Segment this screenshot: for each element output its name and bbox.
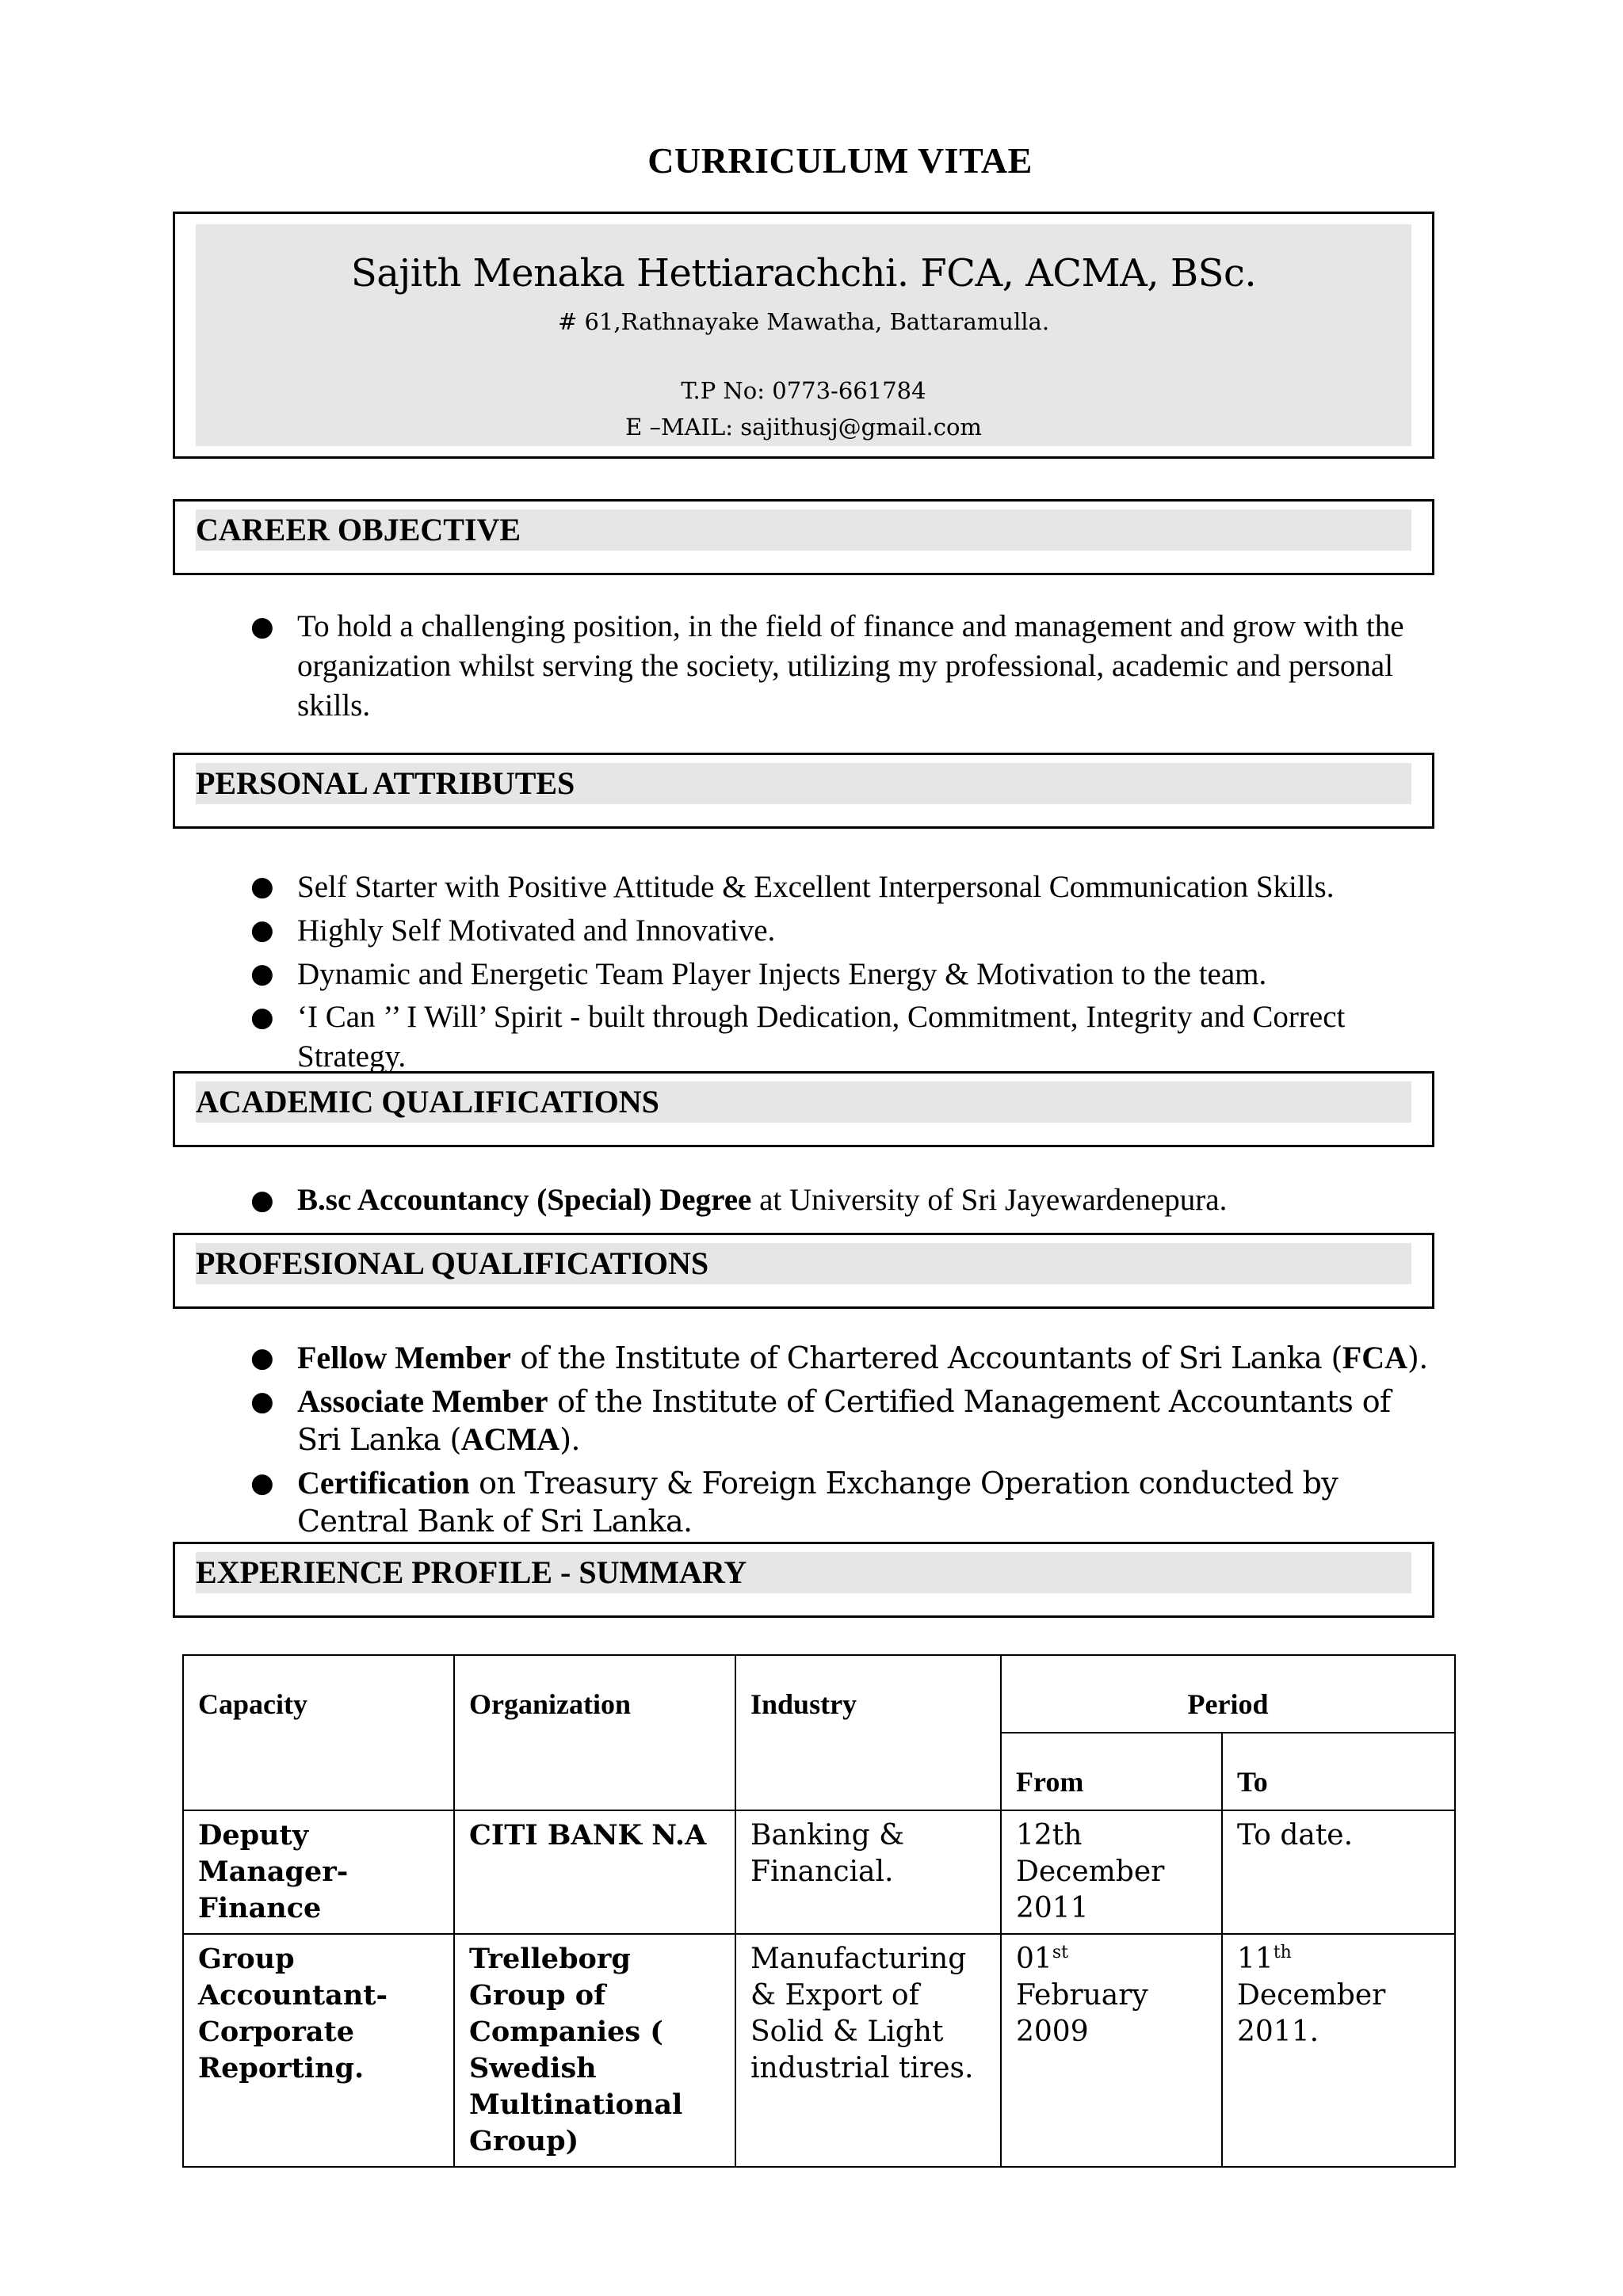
membership-title: Fellow Member bbox=[297, 1340, 511, 1375]
designation-abbr: FCA bbox=[1342, 1340, 1408, 1375]
section-experience-profile bbox=[173, 1542, 1434, 1618]
list-item bbox=[0, 1383, 1438, 1459]
cell-organization: Trelleborg Group of Companies ( Swedish Multinational Group) bbox=[454, 1934, 735, 2167]
list-item bbox=[0, 954, 1438, 994]
bullet-icon: ● bbox=[250, 1001, 274, 1033]
experience-table bbox=[182, 1654, 1456, 2168]
list-item-text: ‘I Can ’’ I Will’ Spirit - built through Dedication, Commitment, Integrity and Correct Strategy. bbox=[297, 1000, 1346, 1074]
column-header-organization: Organization bbox=[454, 1655, 735, 1810]
column-header-industry: Industry bbox=[735, 1655, 1001, 1810]
candidate-name: Sajith Menaka Hettiarachchi. FCA, ACMA, BSc. bbox=[350, 251, 1257, 296]
bullet-icon: ● bbox=[250, 1386, 274, 1417]
list-item-text: Dynamic and Energetic Team Player Injects Energy & Motivation to the team. bbox=[297, 957, 1267, 991]
cell-to: To date. bbox=[1222, 1810, 1455, 1934]
professional-qualifications-list bbox=[0, 1339, 1438, 1546]
cell-industry: Manufacturing & Export of Solid & Light industrial tires. bbox=[735, 1934, 1001, 2167]
list-item bbox=[0, 910, 1438, 951]
date-day: 11 bbox=[1237, 1943, 1274, 1975]
membership-title: Associate Member bbox=[297, 1383, 548, 1419]
list-item-text: on Treasury & Foreign Exchange Operation conducted by Central Bank of Sri Lanka. bbox=[297, 1466, 1338, 1539]
list-item-text: ). bbox=[559, 1422, 580, 1457]
cell-industry: Banking & Financial. bbox=[735, 1810, 1001, 1934]
table-header-row bbox=[183, 1655, 1455, 1733]
bullet-icon: ● bbox=[250, 914, 274, 946]
designation-abbr: ACMA bbox=[460, 1421, 560, 1457]
date-day: 01 bbox=[1016, 1943, 1052, 1975]
contact-header-box bbox=[173, 212, 1434, 459]
date-ordinal: th bbox=[1273, 1943, 1292, 1962]
column-header-from: From bbox=[1001, 1733, 1222, 1810]
list-item-text: at University of Sri Jayewardenepura. bbox=[751, 1183, 1228, 1217]
date-ordinal: st bbox=[1052, 1943, 1068, 1962]
bullet-icon: ● bbox=[250, 1467, 274, 1499]
table-row bbox=[183, 1934, 1455, 2167]
cell-capacity: Group Accountant-Corporate Reporting. bbox=[183, 1934, 454, 2167]
list-item bbox=[0, 867, 1438, 907]
certification-title: Certification bbox=[297, 1465, 470, 1501]
career-objective-list bbox=[0, 607, 1438, 726]
personal-attributes-list bbox=[0, 867, 1438, 1080]
list-item bbox=[0, 1180, 1438, 1220]
cell-capacity: Deputy Manager-Finance bbox=[183, 1810, 454, 1934]
address-line: # 61,Rathnayake Mawatha, Battaramulla. bbox=[557, 308, 1050, 335]
degree-name: B.sc Accountancy (Special) Degree bbox=[297, 1183, 752, 1217]
email-line: E –MAIL: sajithusj@gmail.com bbox=[625, 414, 982, 441]
list-item-text: of the Institute of Chartered Accountants of Sri Lanka ( bbox=[510, 1341, 1342, 1375]
section-heading: EXPERIENCE PROFILE - SUMMARY bbox=[196, 1554, 747, 1590]
cell-from bbox=[1001, 1934, 1222, 2167]
date-rest: February 2009 bbox=[1016, 1979, 1148, 2048]
list-item-text: To hold a challenging position, in the field of finance and management and grow with the organization whilst serving the society, utilizing my professional, academic and personal skills. bbox=[297, 609, 1404, 723]
list-item-text: Highly Self Motivated and Innovative. bbox=[297, 913, 776, 948]
section-personal-attributes bbox=[173, 753, 1434, 829]
list-item-text: Self Starter with Positive Attitude & Excellent Interpersonal Communication Skills. bbox=[297, 870, 1335, 904]
document-title: CURRICULUM VITAE bbox=[647, 140, 1033, 181]
section-heading: ACADEMIC QUALIFICATIONS bbox=[196, 1084, 659, 1119]
bullet-icon: ● bbox=[250, 958, 274, 990]
contact-header-shading bbox=[196, 224, 1411, 446]
phone-line: T.P No: 0773-661784 bbox=[681, 377, 926, 404]
section-heading: CAREER OBJECTIVE bbox=[196, 512, 521, 547]
list-item bbox=[0, 607, 1438, 726]
bullet-icon: ● bbox=[250, 1342, 274, 1374]
list-item-text: ). bbox=[1407, 1341, 1428, 1375]
column-header-to: To bbox=[1222, 1733, 1455, 1810]
cell-to bbox=[1222, 1934, 1455, 2167]
list-item-text: of the Institute of Certified Management Accountants of Sri Lanka ( bbox=[297, 1384, 1391, 1457]
bullet-icon: ● bbox=[250, 1184, 274, 1216]
cell-organization: CITI BANK N.A bbox=[454, 1810, 735, 1934]
list-item bbox=[0, 1464, 1438, 1540]
section-heading: PERSONAL ATTRIBUTES bbox=[196, 765, 575, 801]
list-item bbox=[0, 997, 1438, 1077]
section-heading: PROFESIONAL QUALIFICATIONS bbox=[196, 1245, 709, 1281]
table-row bbox=[183, 1810, 1455, 1934]
section-professional-qualifications bbox=[173, 1233, 1434, 1309]
bullet-icon: ● bbox=[250, 871, 274, 902]
column-header-capacity: Capacity bbox=[183, 1655, 454, 1810]
column-header-period: Period bbox=[1001, 1655, 1455, 1733]
academic-qualifications-list bbox=[0, 1180, 1438, 1220]
date-rest: December 2011. bbox=[1237, 1979, 1386, 2048]
section-academic-qualifications bbox=[173, 1071, 1434, 1147]
bullet-icon: ● bbox=[250, 611, 274, 643]
cell-from: 12th December 2011 bbox=[1001, 1810, 1222, 1934]
list-item bbox=[0, 1339, 1438, 1377]
section-career-objective bbox=[173, 499, 1434, 575]
